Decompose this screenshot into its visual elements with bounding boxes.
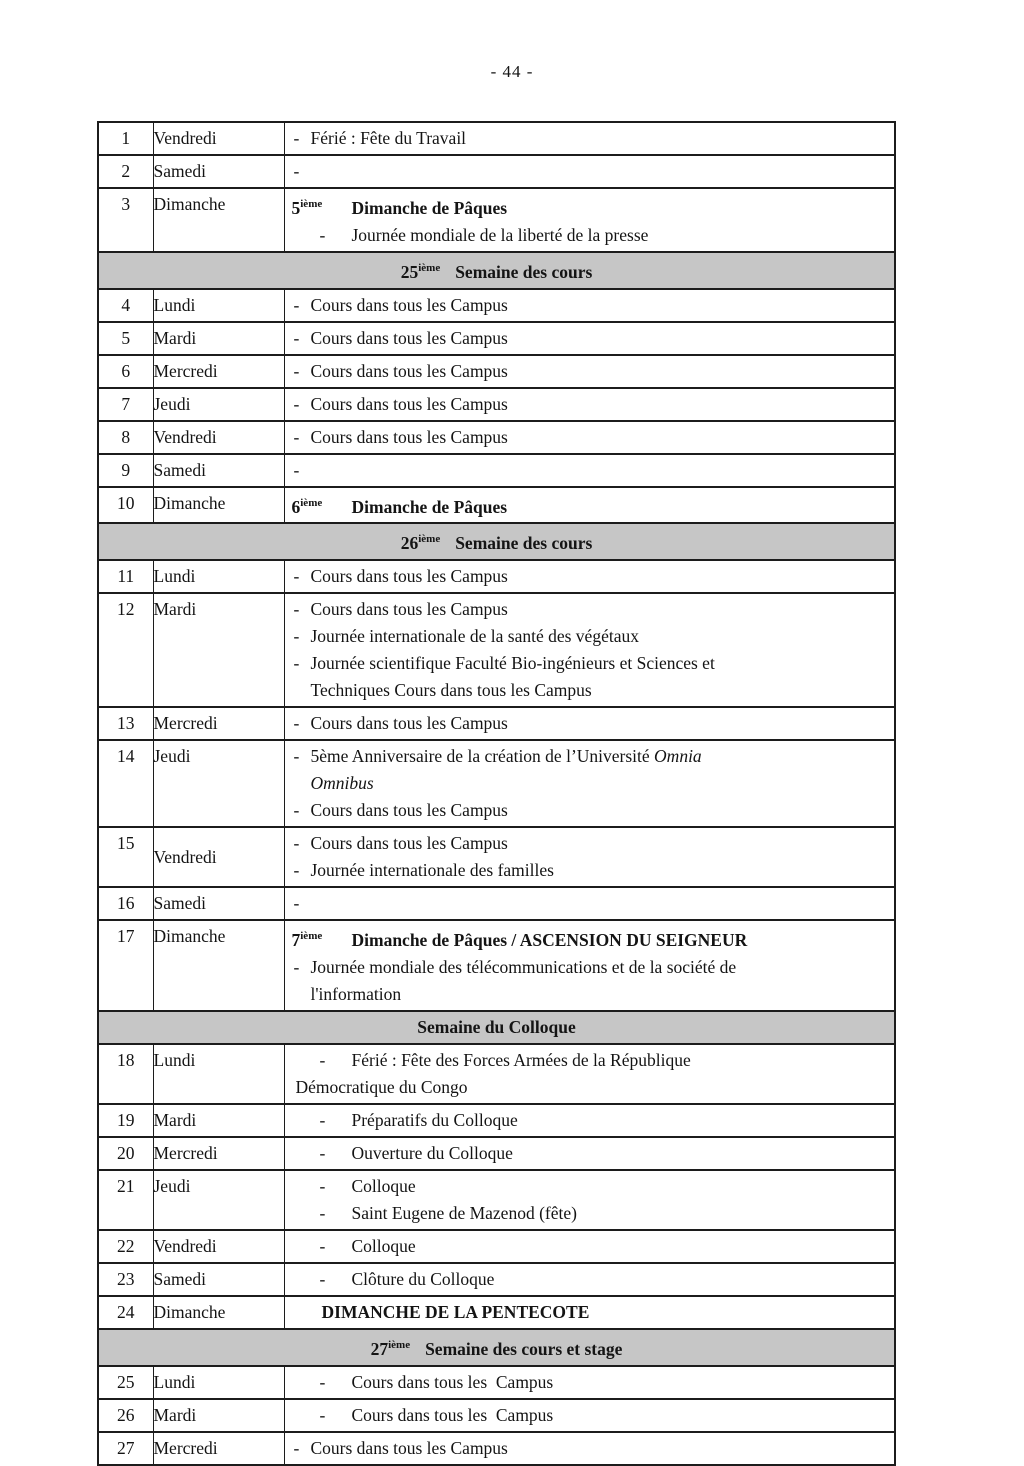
text: Cours dans tous les Campus (310, 393, 508, 414)
day-name-cell: Mercredi (153, 707, 284, 740)
day-number-cell: 6 (98, 355, 153, 388)
day-number-cell: 12 (98, 593, 153, 707)
ordinal-number: 5 (291, 197, 301, 218)
event-line (285, 743, 895, 770)
line-text (352, 1050, 691, 1070)
line-text (311, 295, 508, 315)
week-header-cell (98, 1011, 895, 1044)
dash-bullet: - (293, 957, 300, 978)
table-row (98, 487, 895, 524)
dash-bullet: - (293, 860, 300, 881)
text: Saint Eugene de Mazenod (fête) (351, 1203, 577, 1224)
calendar-table (97, 121, 896, 1466)
dash-bullet: - (319, 1176, 326, 1197)
day-events-cell (284, 155, 895, 188)
day-events-cell (284, 1044, 895, 1104)
text: l'information (310, 984, 402, 1005)
day-name-cell: Lundi (153, 1044, 284, 1104)
line-text (311, 800, 508, 820)
day-events-cell (284, 1137, 895, 1170)
day-number-cell: 4 (98, 289, 153, 322)
dash-bullet: - (293, 459, 300, 480)
week-ordinal-suffix: ième (388, 1339, 411, 1352)
text: Cours dans tous les Campus (310, 833, 508, 854)
text: Ouverture du Colloque (351, 1143, 513, 1164)
day-name-cell: Mardi (153, 1104, 284, 1137)
table-row (98, 920, 895, 1011)
feast-title-line (285, 1299, 895, 1326)
ordinal (285, 191, 352, 222)
event-line (285, 325, 895, 352)
day-number-cell: 20 (98, 1137, 153, 1170)
day-number-cell: 21 (98, 1170, 153, 1230)
day-name-cell: Vendredi (153, 827, 284, 887)
day-events-cell (284, 1296, 895, 1329)
event-line (285, 125, 895, 152)
day-events-cell (284, 707, 895, 740)
line-text (352, 1405, 554, 1425)
week-header-row (98, 1329, 895, 1366)
ordinal (285, 923, 352, 954)
event-line (285, 797, 895, 824)
day-events-cell (284, 1170, 895, 1230)
line-text (311, 599, 508, 619)
week-ordinal (401, 262, 440, 282)
text: Journée internationale de la santé des végétaux (310, 626, 639, 647)
day-events-cell (284, 740, 895, 827)
day-name-cell: Vendredi (153, 421, 284, 454)
dash-bullet: - (319, 1404, 326, 1425)
line-text (352, 1203, 577, 1223)
text: Cours dans tous les Campus (310, 599, 508, 620)
dash-bullet: - (293, 1437, 300, 1458)
dash-bullet: - (293, 128, 300, 148)
text: Cours dans tous les Campus (310, 294, 508, 315)
day-number-cell: 15 (98, 827, 153, 887)
dash-bullet: - (293, 161, 300, 181)
table-row (98, 1263, 895, 1296)
event-line (285, 391, 895, 418)
week-ordinal-suffix: ième (418, 533, 441, 546)
table-row (98, 388, 895, 421)
line-text (352, 1176, 416, 1196)
week-ordinal-number: 25 (400, 261, 419, 282)
day-name-cell: Vendredi (153, 1230, 284, 1263)
text: Préparatifs du Colloque (351, 1110, 518, 1131)
day-number-cell: 7 (98, 388, 153, 421)
text: Cours dans tous les Campus (310, 1437, 508, 1458)
day-events-cell (284, 1230, 895, 1263)
dash-bullet: - (293, 327, 300, 348)
ordinal-suffix: ième (300, 930, 323, 943)
event-line (285, 1266, 895, 1293)
day-events-cell (284, 593, 895, 707)
day-name-cell: Jeudi (153, 740, 284, 827)
event-line (285, 710, 895, 737)
text: Cours dans tous les Campus (310, 360, 508, 381)
line-text (311, 394, 508, 414)
table-row (98, 1044, 895, 1104)
week-ordinal-number: 26 (400, 533, 419, 554)
event-continuation-line (285, 1074, 895, 1101)
day-number-cell: 16 (98, 887, 153, 920)
text: 5ème Anniversaire de la création de l’Université (310, 746, 655, 767)
line-text (311, 984, 402, 1004)
week-header-cell (98, 1329, 895, 1366)
day-number-cell: 13 (98, 707, 153, 740)
day-number-cell: 24 (98, 1296, 153, 1329)
table-row (98, 560, 895, 593)
text: Colloque (351, 1236, 416, 1257)
text: Cours dans tous les Campus (351, 1371, 554, 1392)
dash-bullet: - (319, 1269, 326, 1290)
day-events-cell (284, 920, 895, 1011)
day-number-cell: 19 (98, 1104, 153, 1137)
week-title: Semaine des cours (455, 261, 593, 282)
ordinal-number: 7 (291, 930, 301, 951)
dash-bullet: - (293, 653, 300, 674)
day-name-cell: Jeudi (153, 1170, 284, 1230)
day-number-cell: 2 (98, 155, 153, 188)
dash-bullet: - (293, 800, 300, 821)
event-line (285, 890, 895, 917)
table-row (98, 887, 895, 920)
line-text (322, 1302, 590, 1322)
page-number: - 44 - (490, 62, 534, 81)
event-line (285, 358, 895, 385)
day-events-cell (284, 1432, 895, 1465)
text: Dimanche de Pâques (351, 197, 508, 218)
week-header-row (98, 252, 895, 289)
table-row (98, 289, 895, 322)
table-row (98, 421, 895, 454)
dash-bullet: - (293, 833, 300, 854)
day-events-cell (284, 560, 895, 593)
table-row (98, 1230, 895, 1263)
dash-bullet: - (319, 1110, 326, 1131)
day-name-cell: Samedi (153, 155, 284, 188)
day-events-cell (284, 827, 895, 887)
event-line (285, 1173, 895, 1200)
line-text (352, 225, 649, 245)
day-events-cell (284, 188, 895, 252)
line-text (311, 713, 508, 733)
dash-bullet: - (319, 1203, 326, 1224)
event-line (285, 1200, 895, 1227)
line-text (296, 1077, 468, 1097)
line-text (311, 566, 508, 586)
ordinal (285, 490, 352, 521)
event-line (285, 292, 895, 319)
text: Cours dans tous les Campus (351, 1404, 554, 1425)
day-number-cell: 3 (98, 188, 153, 252)
dash-bullet: - (293, 294, 300, 315)
day-events-cell (284, 1263, 895, 1296)
day-number-cell: 5 (98, 322, 153, 355)
line-text (311, 128, 467, 148)
day-events-cell (284, 421, 895, 454)
dash-bullet: - (293, 426, 300, 447)
day-events-cell (284, 388, 895, 421)
table-row (98, 122, 895, 155)
line-text (311, 746, 702, 766)
day-name-cell: Mardi (153, 1399, 284, 1432)
event-line (285, 830, 895, 857)
dash-bullet: - (293, 893, 300, 914)
dash-bullet: - (293, 626, 300, 647)
table-row (98, 1296, 895, 1329)
week-title-line (285, 191, 895, 222)
day-name-cell: Samedi (153, 887, 284, 920)
event-line (285, 1369, 895, 1396)
line-text (311, 860, 554, 880)
line-text (352, 198, 508, 218)
line-text (352, 496, 508, 516)
text: Journée scientifique Faculté Bio-ingénieurs et Sciences et (310, 653, 715, 674)
week-header-cell (98, 523, 895, 560)
day-number-cell: 9 (98, 454, 153, 487)
table-row (98, 322, 895, 355)
text: Journée mondiale des télécommunications et de la société de (310, 957, 737, 978)
day-events-cell (284, 1366, 895, 1399)
day-number-cell: 14 (98, 740, 153, 827)
table-row (98, 454, 895, 487)
event-line (285, 563, 895, 590)
day-name-cell: Mardi (153, 593, 284, 707)
table-row (98, 593, 895, 707)
line-text (352, 930, 748, 950)
week-ordinal (371, 1339, 410, 1359)
ordinal-number: 6 (291, 496, 301, 517)
line-text (311, 773, 374, 793)
week-ordinal (401, 533, 440, 553)
italic-text: Omnibus (310, 773, 374, 794)
event-line (285, 596, 895, 623)
day-number-cell: 10 (98, 487, 153, 524)
line-text (311, 680, 592, 700)
text: Dimanche de Pâques / ASCENSION DU SEIGNEUR (351, 930, 748, 951)
week-title-line (285, 490, 895, 521)
text: Cours dans tous les Campus (310, 426, 508, 447)
day-events-cell (284, 289, 895, 322)
week-header-cell (98, 252, 895, 289)
week-title: Semaine des cours et stage (425, 1338, 623, 1359)
day-name-cell: Lundi (153, 560, 284, 593)
dash-bullet: - (319, 224, 326, 245)
dash-bullet: - (293, 746, 300, 767)
text: Cours dans tous les Campus (310, 566, 508, 587)
line-text (311, 361, 508, 381)
day-number-cell: 18 (98, 1044, 153, 1104)
table-row (98, 1137, 895, 1170)
day-number-cell: 25 (98, 1366, 153, 1399)
day-number-cell: 1 (98, 122, 153, 155)
dash-bullet: - (319, 1050, 326, 1071)
line-text (311, 833, 508, 853)
day-number-cell: 17 (98, 920, 153, 1011)
week-ordinal-suffix: ième (418, 261, 441, 274)
event-line (285, 650, 895, 677)
table-row (98, 1399, 895, 1432)
line-text (352, 1143, 513, 1163)
event-line (285, 954, 895, 981)
week-ordinal-number: 27 (370, 1338, 389, 1359)
text: Cours dans tous les Campus (310, 800, 508, 821)
event-line (285, 623, 895, 650)
event-line (285, 1233, 895, 1260)
text: Clôture du Colloque (351, 1269, 495, 1290)
table-row (98, 827, 895, 887)
line-text (352, 1236, 416, 1256)
text: Démocratique du Congo (295, 1077, 468, 1098)
event-line (285, 857, 895, 884)
day-events-cell (284, 122, 895, 155)
dash-bullet: - (319, 1143, 326, 1164)
line-text (311, 653, 715, 673)
day-name-cell: Dimanche (153, 188, 284, 252)
italic-text: Omnia (654, 746, 702, 767)
day-name-cell: Mercredi (153, 355, 284, 388)
event-line (285, 457, 895, 484)
text: DIMANCHE DE LA PENTECOTE (321, 1302, 590, 1323)
week-header-row (98, 1011, 895, 1044)
day-name-cell: Lundi (153, 289, 284, 322)
day-events-cell (284, 487, 895, 524)
line-text (311, 328, 508, 348)
calendar-table-body (98, 122, 895, 1465)
table-row (98, 188, 895, 252)
event-line (285, 1140, 895, 1167)
text: Colloque (351, 1176, 416, 1197)
event-line (285, 222, 895, 249)
day-number-cell: 8 (98, 421, 153, 454)
line-text (352, 1269, 495, 1289)
week-title: Semaine du Colloque (417, 1017, 576, 1038)
event-continuation-line (285, 677, 895, 704)
day-name-cell: Mardi (153, 322, 284, 355)
day-number-cell: 11 (98, 560, 153, 593)
text: Férié : Fête des Forces Armées de la République (351, 1050, 691, 1071)
day-events-cell (284, 887, 895, 920)
day-name-cell: Samedi (153, 454, 284, 487)
line-text (352, 1110, 518, 1130)
week-title: Semaine des cours (455, 533, 593, 554)
day-name-cell: Jeudi (153, 388, 284, 421)
event-line (285, 1435, 895, 1462)
day-number-cell: 22 (98, 1230, 153, 1263)
ordinal-suffix: ième (300, 198, 323, 210)
text: Dimanche de Pâques (351, 496, 508, 517)
event-line (285, 424, 895, 451)
dash-bullet: - (319, 1236, 326, 1257)
day-name-cell: Dimanche (153, 1296, 284, 1329)
day-name-cell: Lundi (153, 1366, 284, 1399)
dash-bullet: - (293, 393, 300, 414)
day-name-cell: Mercredi (153, 1432, 284, 1465)
day-events-cell (284, 1399, 895, 1432)
text: Techniques Cours dans tous les Campus (310, 680, 592, 701)
line-text (311, 626, 639, 646)
table-row (98, 1432, 895, 1465)
day-name-cell: Samedi (153, 1263, 284, 1296)
ordinal-suffix: ième (300, 496, 323, 509)
event-line (285, 1047, 895, 1074)
text: Férié : Fête du Travail (310, 128, 467, 148)
day-events-cell (284, 355, 895, 388)
day-number-cell: 27 (98, 1432, 153, 1465)
line-text (311, 957, 737, 977)
table-row (98, 707, 895, 740)
day-name-cell: Dimanche (153, 487, 284, 524)
day-events-cell (284, 322, 895, 355)
day-number-cell: 23 (98, 1263, 153, 1296)
event-continuation-line (285, 770, 895, 797)
text: Cours dans tous les Campus (310, 327, 508, 348)
text: Cours dans tous les Campus (310, 713, 508, 734)
table-row (98, 1170, 895, 1230)
day-number-cell: 26 (98, 1399, 153, 1432)
week-header-row (98, 523, 895, 560)
week-title-line (285, 923, 895, 954)
dash-bullet: - (293, 360, 300, 381)
table-row (98, 155, 895, 188)
dash-bullet: - (293, 566, 300, 587)
day-events-cell (284, 454, 895, 487)
event-line (285, 1107, 895, 1134)
event-line (285, 158, 895, 185)
table-row (98, 1366, 895, 1399)
table-row (98, 1104, 895, 1137)
day-name-cell: Dimanche (153, 920, 284, 1011)
table-row (98, 355, 895, 388)
text: Journée mondiale de la liberté de la presse (351, 224, 649, 245)
table-row (98, 740, 895, 827)
day-name-cell: Mercredi (153, 1137, 284, 1170)
dash-bullet: - (293, 713, 300, 734)
day-name-cell: Vendredi (153, 122, 284, 155)
line-text (311, 427, 508, 447)
dash-bullet: - (319, 1371, 326, 1392)
line-text (352, 1372, 554, 1392)
text: Journée internationale des familles (310, 860, 554, 881)
event-line (285, 1402, 895, 1429)
dash-bullet: - (293, 599, 300, 620)
event-continuation-line (285, 981, 895, 1008)
day-events-cell (284, 1104, 895, 1137)
